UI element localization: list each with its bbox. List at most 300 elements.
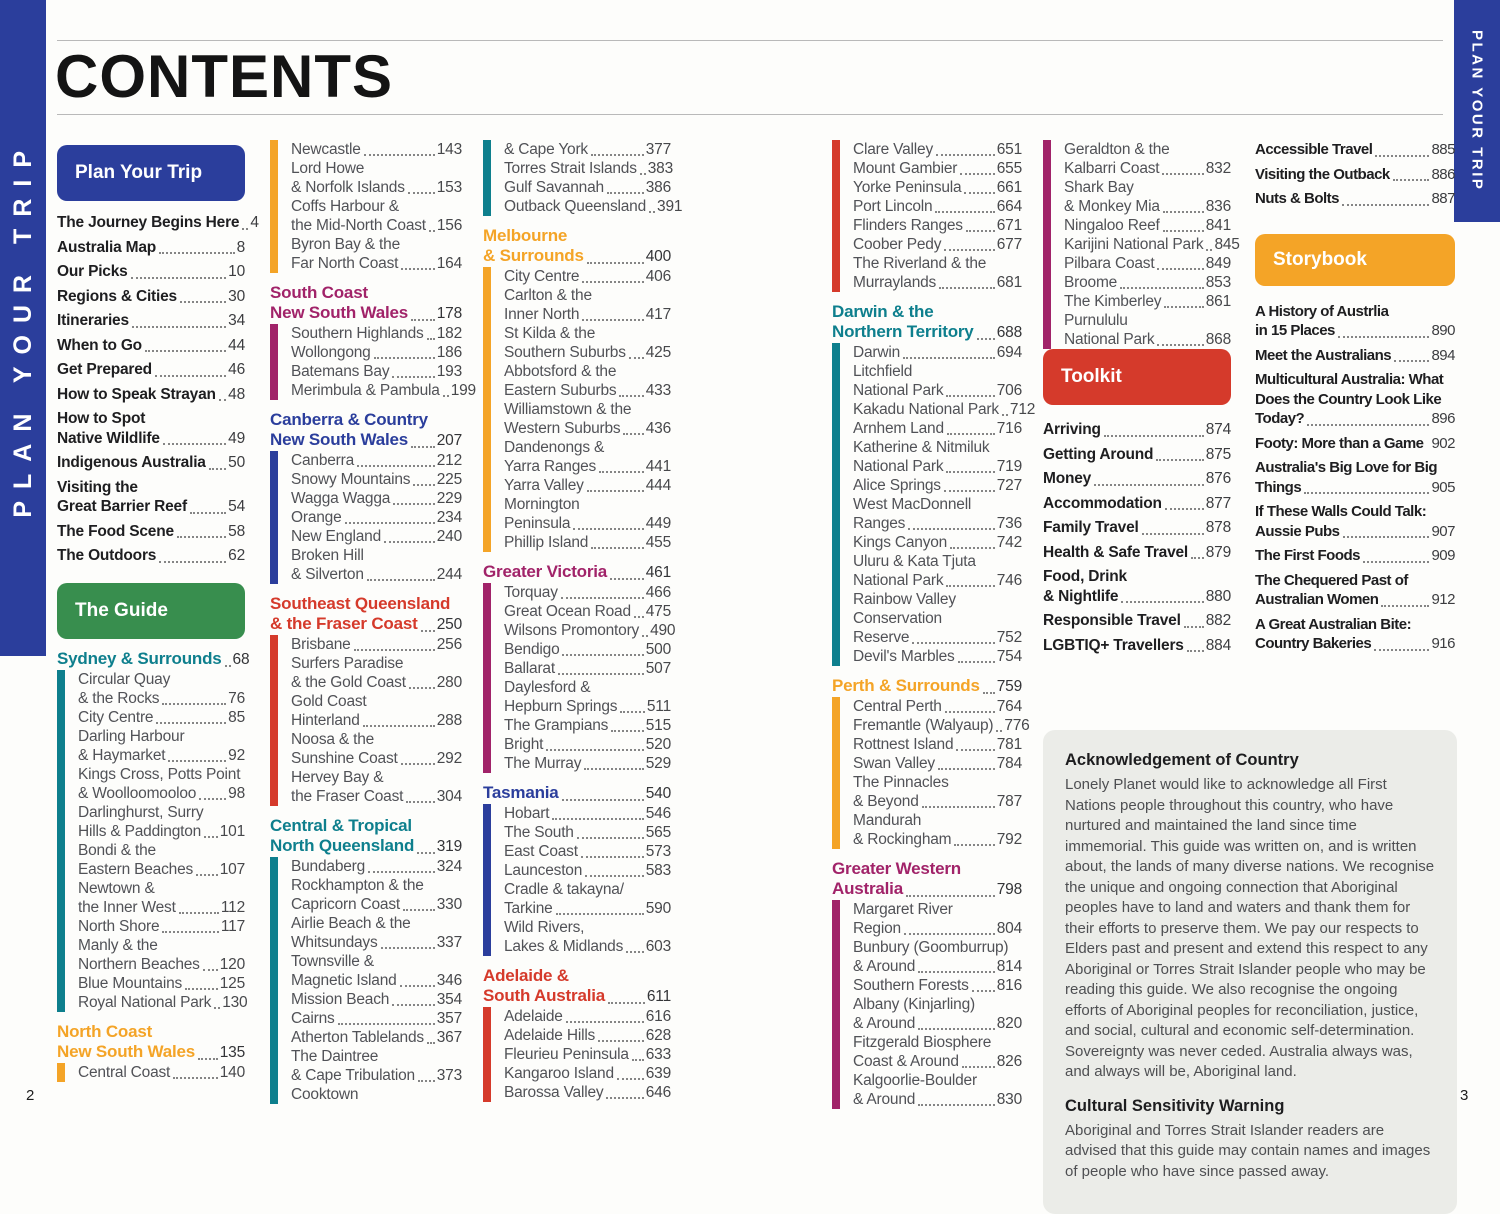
entry-page-number: 719 [996,458,1022,475]
toc-entry [853,533,1022,552]
entry-label: Coffs Harbour & [291,198,399,215]
entry-page-number: 304 [436,788,462,805]
entry-page-number: 143 [436,141,462,158]
region-heading [832,676,1022,697]
entry-leader-dots [1120,287,1204,289]
entry-label: & Monkey Mia [1064,198,1160,215]
entry-line [291,140,462,159]
entry-label: City Centre [78,708,154,726]
entry-label: the Inner West [78,898,176,916]
entry-label: Manly & the [78,936,158,954]
region-heading [270,594,462,635]
entry-line [270,614,462,635]
entry-label: Phillip Island [504,534,589,551]
entry-leader-dots [1342,204,1429,206]
entry-leader-dots [918,1028,995,1030]
entry-label: the Fraser Coast [291,788,404,805]
entry-leader-dots [1157,268,1203,270]
entry-leader-dots [1304,492,1429,494]
entry-label: Torres Strait Islands [504,160,637,177]
entry-line [853,628,1022,647]
entry-line [832,302,1022,322]
entry-page-number: 377 [645,141,671,158]
entry-leader-dots [938,768,995,770]
entry-label: & Around [853,1091,916,1108]
entry-line [291,876,462,895]
entry-page-number: 890 [1431,322,1455,339]
entry-label: Atherton Tablelands [291,1029,424,1046]
entry-line [853,735,1022,754]
entry-leader-dots [1343,536,1430,538]
entry-page-number: 804 [996,920,1022,937]
entry-label: Yarra Ranges [504,458,597,475]
entry-leader-dots [1165,508,1204,510]
entry-label: The Riverland & the [853,255,987,272]
entry-line [1255,615,1455,635]
toc-entry [504,140,671,159]
entry-line [78,708,245,727]
entry-label: Aussie Pubs [1255,522,1340,540]
entry-label: The Food Scene [57,522,174,540]
entry-label: Port Lincoln [853,198,933,215]
entry-page-number: 540 [645,785,671,802]
entry-page-number: 101 [219,822,245,840]
toc-entry [78,974,245,993]
entry-leader-dots [562,799,644,801]
toc-entry [57,385,245,405]
entry-line [1255,571,1455,591]
entry-leader-dots [401,268,434,270]
entry-label: The Outdoors [57,547,157,564]
toc-column-2 [270,140,476,1104]
entry-line [853,216,1022,235]
entry-page-number: 250 [436,616,462,633]
toc-entry [1043,611,1231,631]
toc-entry [504,197,683,216]
entry-label: Devil's Marbles [853,648,955,665]
entry-line [1064,140,1231,159]
entry-leader-dots [1142,533,1204,535]
entry-line [504,419,671,438]
entry-line [78,822,245,841]
entry-label: The First Foods [1255,547,1360,564]
entry-line [504,495,671,514]
entry-line [291,508,462,527]
entry-label: Inner North [504,306,580,323]
entry-leader-dots [354,649,435,651]
entry-page-number: 639 [645,1065,671,1082]
entry-label: Arriving [1043,421,1101,438]
entry-line [483,966,671,986]
toc-entry [853,495,1022,533]
entry-label: Snowy Mountains [291,471,411,488]
entry-label: Kalgoorlie-Boulder [853,1072,977,1089]
entry-page-number: 436 [645,420,671,437]
entry-label: Itineraries [57,312,129,329]
entry-label: The South [504,824,574,841]
entry-label: The Pinnacles [853,774,949,791]
entry-page-number: 225 [436,471,462,488]
toc-entry [57,453,245,473]
entry-page-number: 178 [436,305,462,322]
entry-label: Bunbury (Goomburrup) [853,939,1009,956]
cultural-warning-text: Aboriginal and Torres Strait Islander readers are advised that this guide may contain names and images of people who have since passed away. [1065,1121,1431,1180]
section-box-storybook [1255,234,1455,286]
toc-entry [853,140,1022,159]
entry-line [291,1047,462,1066]
entry-leader-dots [1307,424,1429,426]
region-heading [270,283,462,324]
region-block [832,140,1022,292]
toc-entry [504,178,671,197]
toc-entry [1064,311,1231,349]
region-block [483,562,676,773]
entry-label: Footy: More than a Game [1255,434,1424,452]
entry-line [1043,636,1231,656]
entry-page-number: 4 [250,214,259,231]
entry-label: Newtown & [78,879,155,897]
entry-line [291,895,462,914]
entry-line [291,711,462,730]
entry-line [853,1071,1022,1090]
toc-entry [853,235,1022,254]
entry-label: Family Travel [1043,519,1139,536]
entry-line [504,678,671,697]
entry-line [57,1042,245,1063]
entry-page-number: 611 [646,988,671,1005]
entry-leader-dots [582,281,643,283]
toc-entry [853,976,1022,995]
entry-line [1064,330,1231,349]
region-heading [270,410,462,451]
entry-leader-dots [964,192,994,194]
entry-label: Wollongong [291,344,371,361]
toc-entry [1043,469,1231,489]
left-edge-tab [0,0,46,656]
toc-entry [853,1033,1022,1071]
entry-label: Cooktown [291,1086,359,1103]
toc-entry [853,476,1022,495]
entry-line [853,830,1022,849]
toc-entry [504,754,671,773]
entry-leader-dots [179,912,219,914]
entry-label: Mount Gambier [853,160,958,177]
entry-line [291,635,462,654]
entry-page-number: 655 [996,160,1022,177]
entry-page-number: 664 [996,198,1022,215]
toc-entry [504,362,671,400]
entry-line [853,938,1022,957]
entry-page-number: 882 [1205,612,1231,629]
entry-line [78,936,245,955]
entry-leader-dots [427,338,435,340]
toc-entry [504,621,676,640]
entry-label: National Park [853,458,944,475]
entry-line [57,546,245,566]
entry-page-number: 229 [436,490,462,507]
toc-entry [1255,346,1455,366]
entry-page-number: 902 [1431,434,1455,452]
entry-label: The Journey Begins Here [57,214,240,231]
entry-leader-dots [1363,561,1429,563]
entry-line [853,792,1022,811]
region-heading [832,302,1022,343]
entry-line [291,1066,462,1085]
entry-leader-dots [1338,336,1430,338]
entry-line [291,381,476,400]
entry-line [1043,518,1231,538]
entry-leader-dots [401,763,435,765]
entry-leader-dots [608,1002,645,1004]
entry-line [1064,216,1231,235]
entry-page-number: 907 [1431,522,1455,540]
entry-label: & Rockingham [853,831,952,848]
entry-label: Bondi & the [78,841,156,859]
entry-label: Canberra & Country [270,410,428,429]
page-number-right: 3 [1460,1087,1469,1104]
entry-line [1064,178,1231,197]
entry-label: Orange [291,509,342,526]
entry-page-number: 746 [996,572,1022,589]
entry-page-number: 164 [436,255,462,272]
entry-label: & Silverton [291,566,364,583]
entry-line [57,1022,245,1042]
entry-leader-dots [381,947,435,949]
entry-leader-dots [598,1040,644,1042]
toc-entry [291,1009,462,1028]
entry-label: Whitsundays [291,934,378,951]
entry-line [291,565,462,584]
toc-entry [291,546,462,584]
entry-label: Native Wildlife [57,429,160,447]
entry-page-number: 92 [228,746,245,764]
entry-page-number: 107 [219,860,245,878]
entry-label: Wagga Wagga [291,490,391,507]
entry-label: Northern Territory [832,322,974,341]
section-box-the-guide [57,583,245,639]
entry-line [1064,311,1231,330]
entry-label: Getting Around [1043,445,1154,463]
header-rule-bottom [57,114,1443,115]
entry-label: Mornington [504,496,580,513]
entry-line [853,811,1022,830]
region-entry-list [57,1063,245,1082]
entry-line [483,562,671,583]
toc-entry [1043,567,1231,606]
toc-entry [504,1026,671,1045]
entry-label: National Park [853,382,944,399]
entry-line [291,235,462,254]
entry-page-number: 354 [436,991,462,1008]
toc-entry [504,495,671,533]
entry-label: Region [853,920,901,937]
entry-line [853,976,1022,995]
entry-page-number: 841 [1205,217,1231,234]
entry-line [78,765,245,784]
entry-line [291,362,462,381]
entry-leader-dots [606,1097,643,1099]
entry-leader-dots [159,561,226,563]
toc-entry [291,197,462,235]
entry-page-number: 886 [1431,165,1455,183]
entry-line [853,995,1022,1014]
entry-label: Williamstown & the [504,401,632,418]
entry-line [291,489,462,508]
entry-label: North Queensland [270,836,415,855]
entry-line [1064,254,1231,273]
entry-page-number: 764 [996,698,1022,715]
entry-line [853,716,1030,735]
toc-entry [78,993,248,1012]
entry-leader-dots [131,277,227,279]
entry-leader-dots [1162,173,1203,175]
entry-line [291,914,462,933]
entry-label: Ranges [853,515,906,532]
toc-entry [1255,302,1455,341]
entry-line [504,583,671,602]
entry-leader-dots [966,230,995,232]
entry-leader-dots [954,844,994,846]
entry-leader-dots [132,326,226,328]
entry-label: Regions & Cities [57,287,177,305]
toc-entry [853,362,1022,400]
toc-entry [57,409,245,448]
entry-page-number: 830 [996,1091,1022,1108]
entry-label: New England [291,528,381,545]
entry-page-number: 905 [1431,478,1455,496]
entry-line [1255,434,1455,454]
entry-label: Hervey Bay & [291,769,384,786]
entry-line [483,783,671,804]
cultural-warning-heading: Cultural Sensitivity Warning [1065,1096,1285,1115]
toc-entry [504,640,671,659]
entry-leader-dots [918,1104,995,1106]
region-entry-list [57,670,248,1012]
entry-line [1255,189,1455,209]
entry-line [504,804,671,823]
entry-page-number: 879 [1205,543,1231,561]
region-block [57,1022,245,1082]
region-entry-list [832,697,1030,849]
entry-label: Western Suburbs [504,420,621,437]
entry-page-number: 583 [645,862,671,879]
entry-line [1043,611,1231,631]
entry-line [270,430,462,451]
entry-label: The Chequered Past of [1255,571,1408,589]
entry-page-number: 781 [996,736,1022,753]
entry-label: & Nightlife [1043,587,1119,605]
entry-leader-dots [357,465,435,467]
region-heading [483,226,671,267]
toc-entry [291,1085,462,1104]
entry-label: Australia Map [57,238,157,256]
entry-line [853,754,1022,773]
entry-page-number: 849 [1205,255,1231,272]
toc-entry [57,360,245,380]
entry-label: North Shore [78,917,160,935]
entry-label: Wilsons Promontory [504,622,640,639]
header-rule-top [57,40,1443,41]
page-number-left: 2 [26,1087,35,1104]
entry-leader-dots [581,856,644,858]
entry-line [504,343,671,362]
entry-leader-dots [199,798,226,800]
entry-label: Health & Safe Travel [1043,543,1189,561]
entry-page-number: 885 [1431,141,1455,158]
entry-leader-dots [156,722,226,724]
entry-page-number: 417 [645,306,671,323]
toc-entry [1255,165,1455,185]
entry-label: Central Coast [78,1063,171,1081]
entry-line [291,324,462,343]
entry-label: Multicultural Australia: What [1255,371,1444,388]
page-title: CONTENTS [55,43,393,110]
entry-leader-dots [1163,230,1204,232]
entry-line [504,842,671,861]
entry-page-number: 135 [219,1043,245,1061]
entry-line [78,803,245,822]
toc-entry [291,692,462,730]
entry-label: Yarra Valley [504,477,584,494]
entry-page-number: 878 [1205,519,1231,536]
entry-page-number: 712 [1009,401,1036,418]
entry-label: Eastern Beaches [78,860,194,878]
entry-line [504,880,671,899]
entry-line [853,178,1022,197]
entry-label: Byron Bay & the [291,236,401,253]
section-box-label: Storybook [1273,248,1367,270]
entry-label: East Coast [504,843,578,860]
region-block [483,140,683,216]
entry-line [291,857,462,876]
entry-leader-dots [947,433,995,435]
region-heading [483,562,671,583]
entry-label: Today? [1255,410,1305,427]
toc-entry [504,400,671,438]
entry-line [832,676,1022,697]
entry-line [504,533,671,552]
entry-label: Ballarat [504,660,555,677]
entry-line [853,254,1022,273]
entry-label: Reserve [853,629,910,646]
entry-label: Adelaide Hills [504,1027,596,1044]
entry-page-number: 156 [436,217,463,234]
entry-leader-dots [418,1080,435,1082]
toc-entry-list [57,213,259,566]
entry-page-number: 861 [1205,293,1231,310]
entry-leader-dots [198,1058,218,1060]
entry-label: & Around [853,958,916,975]
entry-label: Tarkine [504,900,553,917]
entry-line [78,1063,245,1082]
toc-entry [853,754,1022,773]
entry-label: Royal National Park [78,993,212,1011]
entry-leader-dots [946,395,994,397]
entry-page-number: 661 [996,179,1022,196]
entry-leader-dots [977,338,995,340]
entry-line [853,381,1022,400]
entry-label: & Woolloomooloo [78,784,197,802]
entry-page-number: 466 [645,584,671,601]
entry-line [853,140,1022,159]
entry-page-number: 874 [1205,421,1231,438]
entry-leader-dots [908,528,995,530]
entry-leader-dots [904,933,995,935]
toc-entry [57,336,245,356]
entry-label: Purnululu [1064,312,1128,329]
entry-label: Coober Pedy [853,236,942,253]
entry-label: The Daintree [291,1048,379,1065]
